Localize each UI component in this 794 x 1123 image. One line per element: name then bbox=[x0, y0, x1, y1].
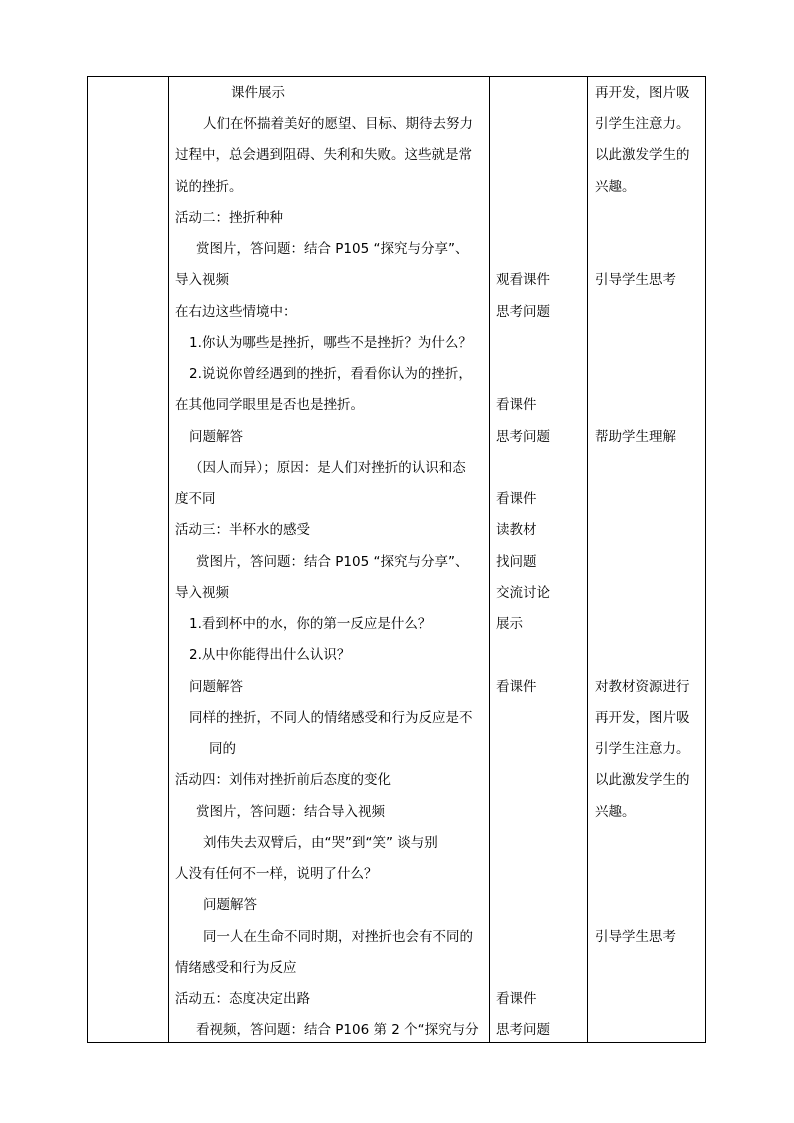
student-task: 读教材 bbox=[496, 522, 537, 538]
text-line: 情绪感受和行为反应 bbox=[175, 960, 297, 976]
student-task: 找问题 bbox=[496, 554, 537, 570]
student-task: 思考问题 bbox=[496, 429, 550, 445]
student-task: 观看课件 bbox=[496, 272, 550, 288]
student-task: 思考问题 bbox=[496, 1022, 550, 1038]
text-line: 在其他同学眼里是否也是挫折。 bbox=[175, 397, 364, 413]
intent-line: 兴趣。 bbox=[595, 804, 636, 820]
activity-heading: 活动五：态度决定出路 bbox=[175, 991, 310, 1007]
intent-line: 引学生注意力。 bbox=[595, 116, 690, 132]
intent-line: 引学生注意力。 bbox=[595, 741, 690, 757]
question-item: 1.看到杯中的水，你的第一反应是什么？ bbox=[189, 616, 432, 632]
intent-line: 再开发，图片吸 bbox=[595, 710, 690, 726]
question-item: 1.你认为哪些是挫折，哪些不是挫折？为什么？ bbox=[189, 335, 472, 351]
intent-line: 以此激发学生的 bbox=[595, 772, 690, 788]
student-task: 展示 bbox=[496, 616, 523, 632]
text-line: 看视频，答问题：结合 P106 第 2 个“探究与分 bbox=[196, 1022, 479, 1038]
student-task: 看课件 bbox=[496, 491, 537, 507]
intent-line: 对教材资源进行 bbox=[595, 679, 690, 695]
text-line: 过程中，总会遇到阻碍、失利和失败。这些就是常 bbox=[175, 147, 472, 163]
question-item: 2.从中你能得出什么认识？ bbox=[189, 647, 351, 663]
student-task: 看课件 bbox=[496, 397, 537, 413]
text-line: 人没有任何不一样，说明了什么？ bbox=[175, 866, 378, 882]
text-line: 导入视频 bbox=[175, 272, 229, 288]
intent-line: 引导学生思考 bbox=[595, 929, 676, 945]
lesson-plan-table bbox=[87, 76, 706, 1043]
text-line: 人们在怀揣着美好的愿望、目标、期待去努力 bbox=[203, 116, 473, 132]
intent-line: 兴趣。 bbox=[595, 179, 636, 195]
intent-line: 再开发，图片吸 bbox=[595, 85, 690, 101]
column-divider bbox=[489, 77, 490, 1042]
text-line: 刘伟失去双臂后，由“哭”到“笑” 谈与别 bbox=[203, 835, 438, 851]
activity-heading: 活动二：挫折种种 bbox=[175, 210, 283, 226]
student-task: 交流讨论 bbox=[496, 585, 550, 601]
text-line: 同的 bbox=[209, 741, 236, 757]
text-line: 说的挫折。 bbox=[175, 179, 243, 195]
student-task: 看课件 bbox=[496, 679, 537, 695]
intent-line: 引导学生思考 bbox=[595, 272, 676, 288]
student-task: 看课件 bbox=[496, 991, 537, 1007]
text-line: 赏图片，答问题：结合 P105 “探究与分享”、 bbox=[196, 241, 469, 257]
text-line: （因人而异）；原因：是人们对挫折的认识和态 bbox=[189, 460, 466, 476]
text-line: 在右边这些情境中： bbox=[175, 304, 297, 320]
intent-line: 以此激发学生的 bbox=[595, 147, 690, 163]
question-item: 2.说说你曾经遇到的挫折，看看你认为的挫折， bbox=[189, 366, 472, 382]
column-divider bbox=[587, 77, 588, 1042]
text-line: 赏图片，答问题：结合 P105 “探究与分享”、 bbox=[196, 554, 469, 570]
text-line: 度不同 bbox=[175, 491, 216, 507]
answer-heading: 问题解答 bbox=[189, 679, 243, 695]
activity-heading: 活动三：半杯水的感受 bbox=[175, 522, 310, 538]
activity-heading: 活动四：刘伟对挫折前后态度的变化 bbox=[175, 772, 391, 788]
text-line: 导入视频 bbox=[175, 585, 229, 601]
student-task: 思考问题 bbox=[496, 304, 550, 320]
intent-line: 帮助学生理解 bbox=[595, 429, 676, 445]
column-divider bbox=[168, 77, 169, 1042]
text-line: 同一人在生命不同时期，对挫折也会有不同的 bbox=[203, 929, 473, 945]
answer-heading: 问题解答 bbox=[203, 897, 257, 913]
answer-heading: 问题解答 bbox=[189, 429, 243, 445]
text-line: 赏图片，答问题：结合导入视频 bbox=[196, 804, 385, 820]
text-line: 同样的挫折，不同人的情绪感受和行为反应是不 bbox=[189, 710, 473, 726]
section-heading: 课件展示 bbox=[231, 85, 285, 101]
